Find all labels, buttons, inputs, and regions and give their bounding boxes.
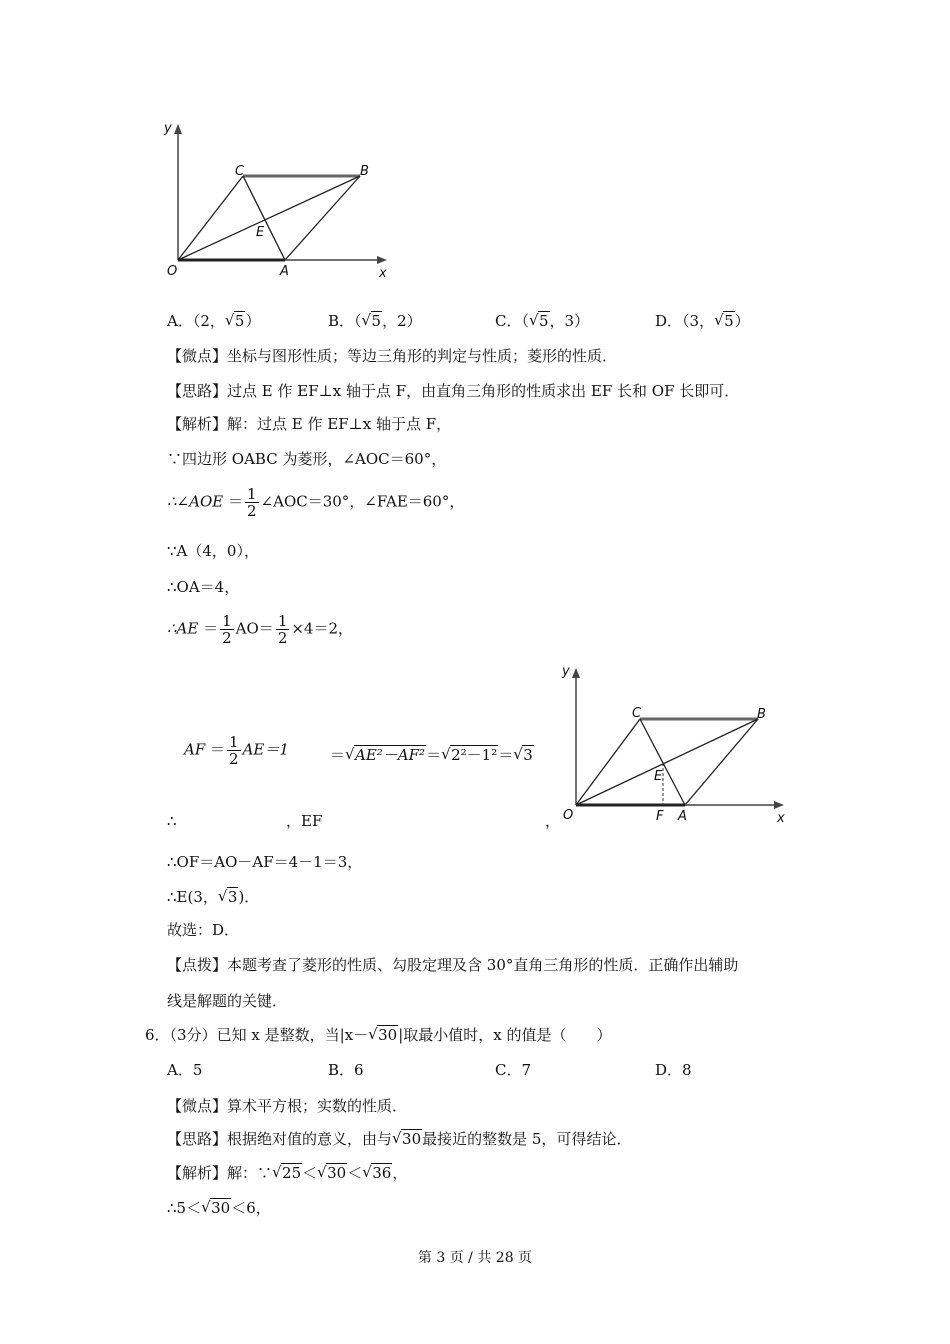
q6-options — [0, 1060, 950, 1082]
label-x: x — [379, 266, 387, 281]
q6-jiexi: 【解析】解：∵√ 25＜√ 30＜√ 36， — [167, 1163, 407, 1183]
label-b: B — [360, 164, 369, 179]
label-o: O — [563, 808, 574, 823]
q5-line-5: ∴AE ＝ $\frac{1}{2}$ AO＝ $\frac{1}{2}$ ×4＝2， — [167, 612, 354, 647]
q5-dianbo-2: 线是解题的关键． — [167, 992, 288, 1010]
page-footer: 第 3 页 / 共 28 页 — [417, 1250, 533, 1266]
label-e: E — [654, 769, 663, 784]
figure-rhombus-1 — [155, 118, 400, 283]
q6-option-c: C．7 — [495, 1061, 532, 1079]
q6-line-1: ∴5＜√ 30＜6， — [167, 1198, 271, 1218]
label-b: B — [757, 707, 766, 722]
q6-weidian: 【微点】算术平方根；实数的性质． — [167, 1097, 408, 1115]
q5-line-7-comma: ， — [545, 812, 561, 830]
label-o: O — [167, 264, 178, 279]
label-y: y — [562, 664, 570, 679]
q5-option-c: C．（√ 5，3） — [495, 311, 589, 331]
label-a: A — [280, 264, 289, 279]
label-x: x — [777, 811, 785, 826]
q6-option-a: A．5 — [167, 1061, 203, 1079]
q6-stem: 6．（3分）已知 x 是整数，当|x－√ 30|取最小值时，x 的值是（ ） — [145, 1025, 612, 1045]
q5-silu: 【思路】过点 E 作 EF⊥x 轴于点 F，由直角三角形的性质求出 EF 长和 OF 长即可． — [167, 382, 740, 400]
q5-option-d: D．（3，√ 5） — [655, 311, 750, 331]
q5-line-7-so: ∴ — [167, 812, 177, 830]
label-y: y — [164, 121, 172, 136]
label-a: A — [678, 809, 687, 824]
q5-line-6b: ＝√ AE²－AF²＝√ 2²－1²＝√ 3 — [330, 745, 534, 765]
q5-line-7-ef: ，EF — [286, 812, 323, 830]
q6-option-b: B．6 — [328, 1061, 364, 1079]
q5-jiexi: 【解析】解：过点 E 作 EF⊥x 轴于点 F， — [167, 415, 452, 433]
q5-dianbo: 【点拨】本题考查了菱形的性质、勾股定理及含 30°直角三角形的性质．正确作出辅助 — [167, 956, 739, 974]
label-c: C — [235, 164, 245, 179]
q6-option-d: D．8 — [655, 1061, 692, 1079]
q5-line-6a: AF ＝ $\frac{1}{2}$ AE＝1 — [184, 733, 289, 768]
label-e: E — [256, 225, 265, 240]
q5-line-2: ∴∠AOE ＝ $\frac{1}{2}$ ∠AOC＝30°，∠FAE＝60°， — [167, 485, 465, 520]
q5-line-9: ∴E(3，√ 3)． — [167, 887, 259, 907]
label-c: C — [632, 706, 642, 721]
q5-line-8: ∴OF＝AO－AF＝4－1＝3， — [167, 853, 363, 871]
q5-option-b: B．（√ 5，2） — [328, 311, 422, 331]
figure-rhombus-2 — [550, 660, 800, 828]
q5-line-10: 故选：D． — [167, 921, 240, 939]
q5-line-3: ∵A（4，0）， — [167, 542, 259, 560]
q6-silu: 【思路】根据绝对值的意义，由与√ 30最接近的整数是 5，可得结论． — [167, 1129, 631, 1149]
q5-option-a: A．（2，√ 5） — [167, 311, 260, 331]
q5-weidian: 【微点】坐标与图形性质；等边三角形的判定与性质；菱形的性质． — [167, 347, 618, 365]
q5-line-1: ∵四边形 OABC 为菱形，∠AOC＝60°， — [167, 450, 447, 468]
q5-line-4: ∴OA＝4， — [167, 578, 240, 596]
label-f: F — [656, 809, 664, 824]
q5-options — [0, 311, 950, 333]
